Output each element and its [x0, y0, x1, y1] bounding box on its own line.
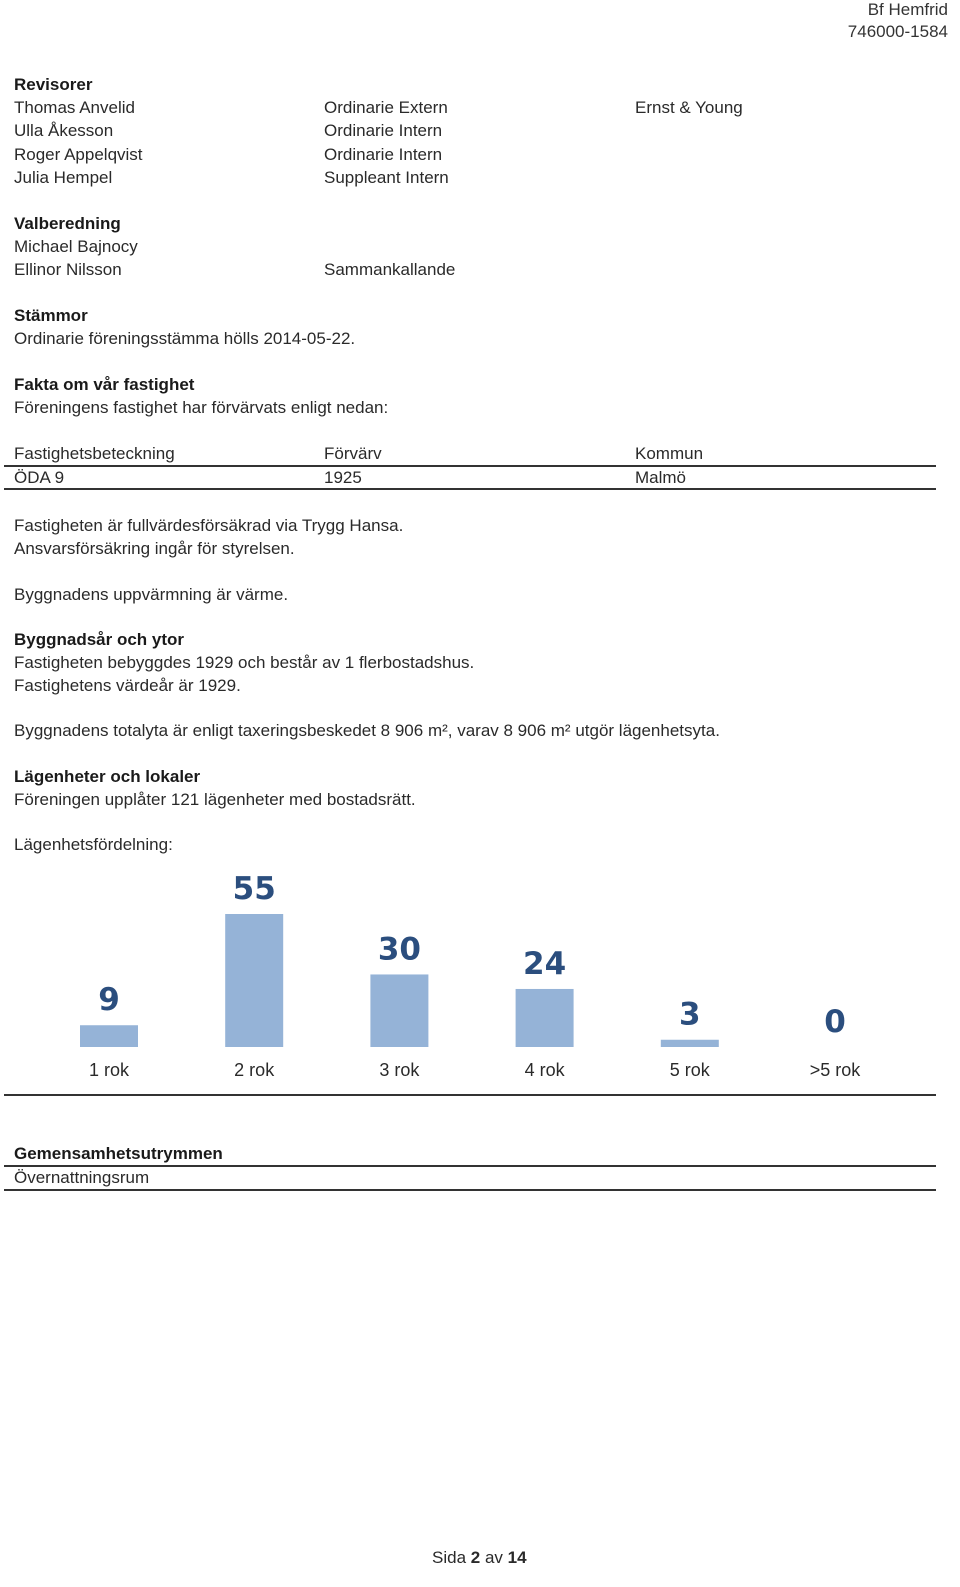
byggnad-heading: Byggnadsår och ytor: [14, 630, 185, 649]
revisor-firm: Ernst & Young: [635, 98, 743, 117]
table-cell-kommun: Malmö: [635, 468, 687, 487]
chart-bar-1: [80, 1025, 138, 1047]
revisorer-heading: Revisorer: [14, 75, 93, 94]
chart-category-label: 2 rok: [234, 1060, 275, 1080]
chart-category-label: 3 rok: [379, 1060, 420, 1080]
stammor-text: Ordinarie föreningsstämma hölls 2014-05-22.: [14, 329, 356, 348]
heating-text: Byggnadens uppvärmning är värme.: [14, 585, 289, 604]
table-bottom-rule: [4, 488, 936, 490]
byggnad-line-1: Fastigheten bebyggdes 1929 och består av 1 flerbostadshus.: [14, 653, 475, 672]
revisor-role: Ordinarie Extern: [324, 98, 448, 117]
chart-value-label: 30: [377, 931, 421, 968]
revisor-name: Ulla Åkesson: [14, 121, 114, 140]
valberedning-name: Michael Bajnocy: [14, 237, 138, 256]
page-sep: av: [484, 1548, 503, 1567]
chart-bar-4: [516, 989, 574, 1047]
apartment-distribution-chart: [0, 860, 960, 1100]
table-header-fastighetsbeteckning: Fastighetsbeteckning: [14, 444, 175, 463]
org-name: Bf Hemfrid: [867, 0, 948, 19]
revisor-name: Roger Appelqvist: [14, 145, 143, 164]
stammor-heading: Stämmor: [14, 306, 88, 325]
revisor-name: Thomas Anvelid: [14, 98, 135, 117]
revisor-role: Suppleant Intern: [324, 168, 449, 187]
chart-caption: Lägenhetsfördelning:: [14, 835, 173, 854]
byggnad-line-2: Fastighetens värdeår är 1929.: [14, 676, 241, 695]
gemensamhet-bottom-rule: [4, 1189, 936, 1191]
chart-bar-2: [225, 914, 283, 1047]
gemensamhet-item: Övernattningsrum: [14, 1168, 150, 1187]
page-prefix: Sida: [432, 1548, 467, 1567]
chart-value-label: 3: [679, 996, 701, 1033]
valberedning-role: Sammankallande: [324, 260, 456, 279]
revisor-role: Ordinarie Intern: [324, 121, 443, 140]
chart-category-label: 5 rok: [669, 1060, 710, 1080]
table-cell-beteckning: ÖDA 9: [14, 468, 65, 487]
chart-category-label: >5 rok: [809, 1060, 861, 1080]
revisor-role: Ordinarie Intern: [324, 145, 443, 164]
org-number: 746000-1584: [847, 22, 948, 41]
chart-value-label: 24: [523, 945, 567, 982]
insurance-text: Fastigheten är fullvärdesförsäkrad via Trygg Hansa.: [14, 516, 404, 535]
chart-category-label: 4 rok: [524, 1060, 565, 1080]
page-total: 14: [507, 1548, 527, 1567]
byggnad-area: Byggnadens totalyta är enligt taxeringsbeskedet 8 906 m², varav 8 906 m² utgör lägenhetsyta.: [14, 721, 720, 740]
chart-value-label: 0: [824, 1004, 846, 1040]
chart-value-label: 55: [232, 871, 276, 907]
lagenheter-heading: Lägenheter och lokaler: [14, 767, 201, 786]
page-current: 2: [470, 1548, 481, 1567]
table-header-forvarv: Förvärv: [324, 444, 382, 463]
table-header-rule: [4, 465, 936, 467]
liability-text: Ansvarsförsäkring ingår för styrelsen.: [14, 539, 295, 558]
valberedning-name: Ellinor Nilsson: [14, 260, 122, 279]
valberedning-heading: Valberedning: [14, 214, 121, 233]
chart-bar-5: [661, 1040, 719, 1047]
gemensamhet-heading: Gemensamhetsutrymmen: [14, 1144, 223, 1163]
chart-bar-3: [370, 974, 428, 1047]
fakta-intro: Föreningens fastighet har förvärvats enligt nedan:: [14, 398, 389, 417]
page-indicator: [432, 1546, 527, 1569]
chart-value-label: 9: [98, 982, 120, 1019]
revisor-name: Julia Hempel: [14, 168, 113, 187]
table-cell-forvarv: 1925: [324, 468, 362, 487]
table-header-kommun: Kommun: [635, 444, 704, 463]
chart-bottom-rule: [4, 1094, 936, 1096]
lagenheter-text: Föreningen upplåter 121 lägenheter med bostadsrätt.: [14, 790, 416, 809]
chart-category-label: 1 rok: [88, 1060, 130, 1080]
fakta-heading: Fakta om vår fastighet: [14, 375, 195, 394]
